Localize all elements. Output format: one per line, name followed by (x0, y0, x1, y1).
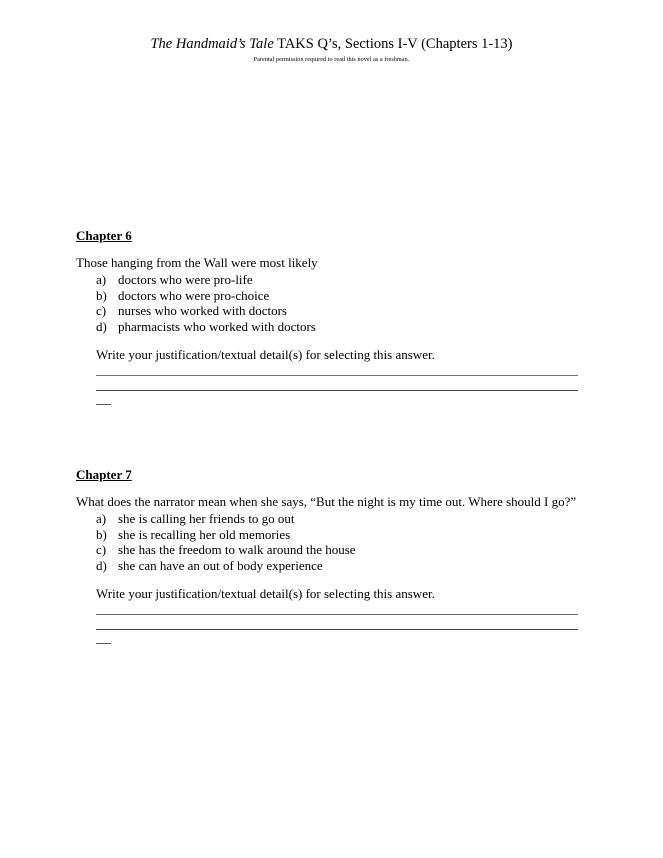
answer-choice-label: a) (96, 511, 107, 526)
answer-rule (96, 614, 578, 615)
answer-choice-text: she has the freedom to walk around the house (118, 542, 356, 557)
answer-choice[interactable] (76, 542, 586, 558)
chapter-heading: Chapter 6 (76, 228, 132, 243)
question-block-chapter-6 (76, 228, 586, 405)
answer-rule (96, 629, 578, 630)
answer-choice-list (76, 510, 586, 573)
answer-choice-list (76, 271, 586, 334)
answer-choice[interactable] (76, 272, 586, 288)
answer-choice-text: doctors who were pro-choice (118, 287, 270, 303)
chapter-heading: Chapter 7 (76, 467, 132, 482)
answer-choice[interactable] (76, 303, 586, 319)
question-stem: What does the narrator mean when she says, “But the night is my time out. Where should I go?” (76, 494, 577, 509)
answer-choice-label: b) (96, 287, 107, 303)
justification-prompt: Write your justification/textual detail(s) for selecting this answer. (96, 586, 435, 601)
document-title-book-name: The Handmaid’s Tale (150, 36, 274, 52)
answer-choice-label: c) (96, 303, 107, 318)
answer-choice-label: a) (96, 272, 107, 287)
answer-choice-text: pharmacists who worked with doctors (118, 318, 316, 334)
justification-answer-lines[interactable] (76, 363, 586, 405)
answer-rule (96, 375, 578, 376)
answer-rule-stub (96, 643, 111, 644)
document-title-remainder: TAKS Q’s, Sections I-V (Chapters 1-13) (273, 36, 513, 52)
answer-choice-label: c) (96, 542, 107, 557)
answer-rule-stub (96, 404, 111, 405)
answer-choice-label: d) (96, 557, 107, 573)
answer-choice[interactable] (76, 527, 586, 543)
document-header (0, 36, 663, 64)
justification-answer-lines[interactable] (76, 602, 586, 644)
question-block-chapter-7 (76, 467, 586, 644)
answer-choice-text: she is calling her friends to go out (118, 511, 295, 526)
answer-choice-text: doctors who were pro-life (118, 272, 253, 287)
answer-choice[interactable] (76, 319, 586, 335)
answer-choice-text: nurses who worked with doctors (118, 303, 287, 318)
answer-choice-text: she can have an out of body experience (118, 557, 323, 573)
document-title (0, 36, 663, 53)
question-stem: Those hanging from the Wall were most likely (76, 255, 318, 270)
answer-choice[interactable] (76, 511, 586, 527)
answer-rule (96, 390, 578, 391)
document-subtitle: Parental permission required to read this novel as a freshman. (253, 56, 410, 63)
justification-prompt: Write your justification/textual detail(s) for selecting this answer. (96, 347, 435, 362)
answer-choice[interactable] (76, 288, 586, 304)
answer-choice-text: she is recalling her old memories (118, 526, 291, 542)
answer-choice-label: d) (96, 318, 107, 334)
answer-choice-label: b) (96, 526, 107, 542)
answer-choice[interactable] (76, 558, 586, 574)
